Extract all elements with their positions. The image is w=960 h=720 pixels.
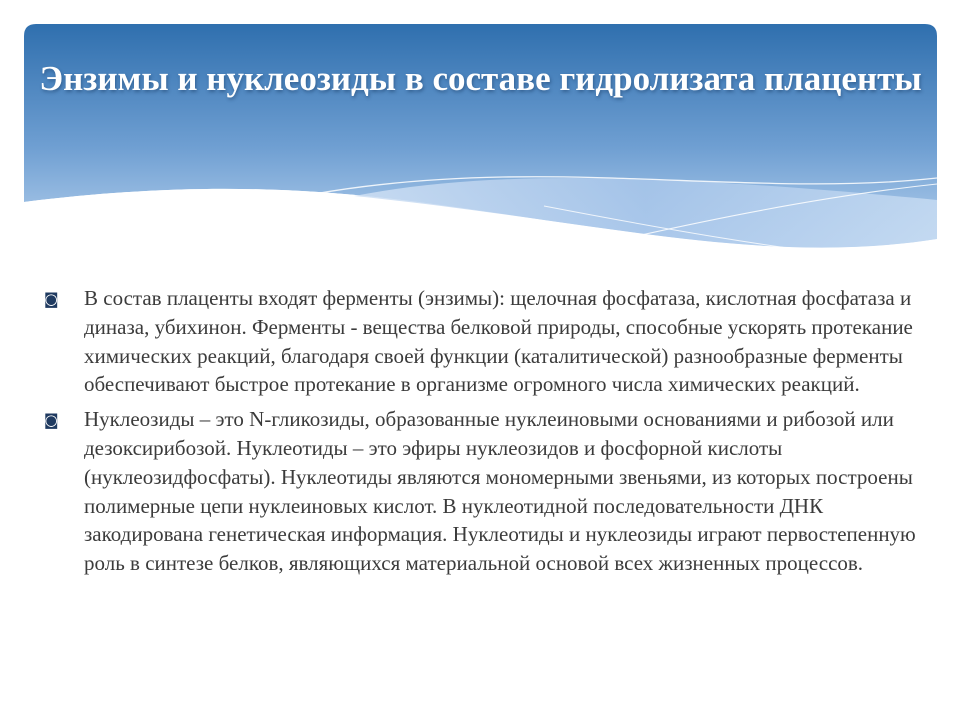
inverse-bullet-icon: ◙ xyxy=(44,290,59,308)
bullet-item xyxy=(44,405,916,578)
bullet-text: В состав плаценты входят ферменты (энзимы): щелочная фосфатаза, кислотная фосфатаза и диназа, убихинон. Ферменты - вещества белковой природы, способные ускорять протекание химических реакций, благодаря своей функции (каталитической) разнообразные ферменты обеспечивают быстрое протекание в организме огромного числа химических реакций. xyxy=(84,286,913,397)
inverse-bullet-icon: ◙ xyxy=(44,411,59,430)
bullet-text: Нуклеозиды – это N-гликозиды, образованные нуклеиновыми основаниями и рибозой или дезоксирибозой. Нуклеотиды – это эфиры нуклеозидов и фосфорной кислоты (нуклеозидфосфаты). Нуклеотиды являются мономерными звеньями, из которых построены полимерные цепи нуклеиновых кислот. В нуклеотидной последовательности ДНК закодирована генетическая информация. Нуклеотиды и нуклеозиды играют первостепенную роль в синтезе белков, являющихся материальной основой всех жизненных процессов. xyxy=(84,407,916,576)
bullet-item xyxy=(44,284,916,399)
slide-title: Энзимы и нуклеозиды в составе гидролизата плаценты xyxy=(39,59,922,98)
bullet-list xyxy=(44,284,916,584)
